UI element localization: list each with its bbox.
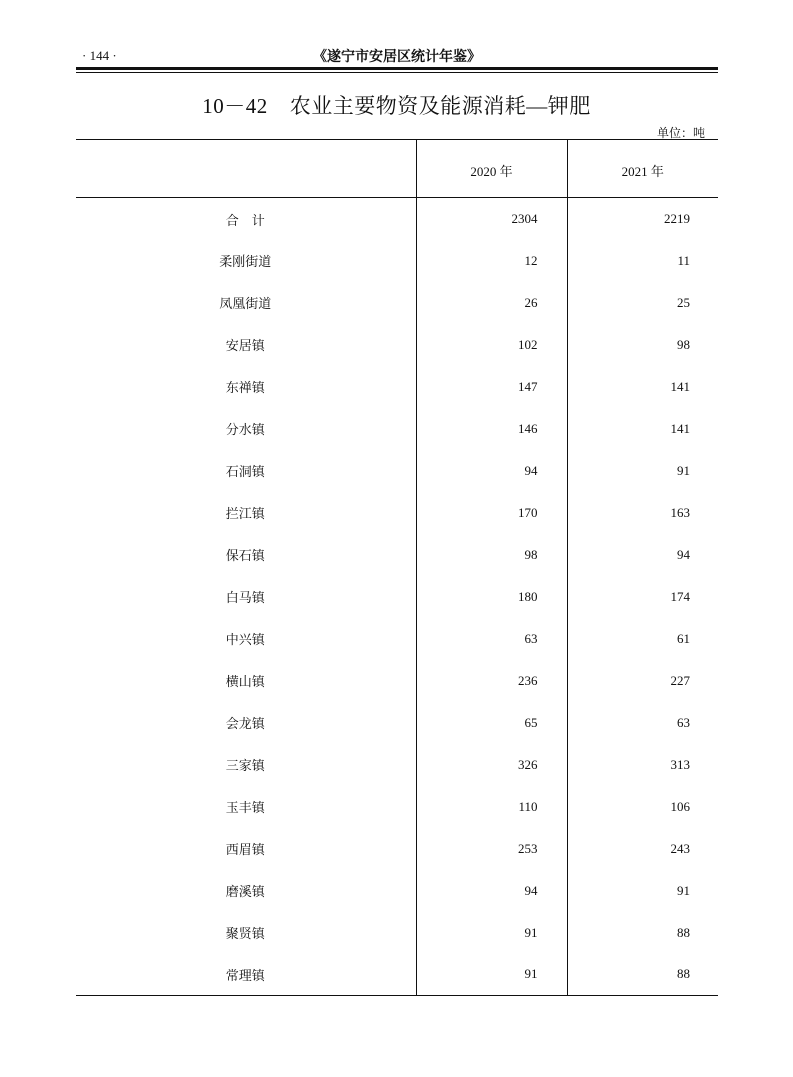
value-2021: 313 xyxy=(567,744,718,786)
value-2021: 98 xyxy=(567,324,718,366)
unit-label: 单位：吨 xyxy=(656,126,705,140)
value-2020: 236 xyxy=(416,660,567,702)
page-number: · 144 · xyxy=(82,48,117,63)
column-header-region xyxy=(76,140,416,198)
table-row xyxy=(76,282,718,324)
value-2021: 2219 xyxy=(567,198,718,240)
value-2021: 243 xyxy=(567,828,718,870)
row-name: 会龙镇 xyxy=(225,716,265,731)
value-2021: 88 xyxy=(567,954,718,996)
value-2020: 98 xyxy=(416,534,567,576)
row-name: 聚贤镇 xyxy=(225,926,265,941)
row-name: 横山镇 xyxy=(225,674,265,689)
value-2021: 227 xyxy=(567,660,718,702)
value-2021: 94 xyxy=(567,534,718,576)
table-row xyxy=(76,744,718,786)
table-header-row xyxy=(76,140,718,198)
value-2021: 11 xyxy=(567,240,718,282)
value-2020: 326 xyxy=(416,744,567,786)
row-name: 三家镇 xyxy=(225,758,265,773)
value-2020: 180 xyxy=(416,576,567,618)
row-name: 拦江镇 xyxy=(225,506,265,521)
header-rule-thick xyxy=(76,67,718,70)
row-name: 分水镇 xyxy=(225,422,265,437)
row-name: 安居镇 xyxy=(225,338,265,353)
value-2020: 94 xyxy=(416,870,567,912)
value-2020: 63 xyxy=(416,618,567,660)
row-name: 凤凰街道 xyxy=(219,296,272,311)
row-name: 合 计 xyxy=(225,212,265,228)
value-2021: 25 xyxy=(567,282,718,324)
header-rule-thin xyxy=(76,72,718,73)
value-2021: 63 xyxy=(567,702,718,744)
data-table-container xyxy=(76,139,718,996)
row-name: 柔刚街道 xyxy=(219,254,272,269)
table-row xyxy=(76,408,718,450)
value-2020: 147 xyxy=(416,366,567,408)
table-row xyxy=(76,954,718,996)
table-row xyxy=(76,324,718,366)
value-2021: 106 xyxy=(567,786,718,828)
running-header xyxy=(76,44,718,66)
value-2020: 170 xyxy=(416,492,567,534)
value-2020: 65 xyxy=(416,702,567,744)
table-row xyxy=(76,450,718,492)
table-row xyxy=(76,534,718,576)
table-row xyxy=(76,660,718,702)
value-2020: 26 xyxy=(416,282,567,324)
value-2020: 146 xyxy=(416,408,567,450)
row-name: 石洞镇 xyxy=(225,464,265,479)
column-header-2021: 2021 年 xyxy=(567,140,718,198)
table-row xyxy=(76,870,718,912)
table-row xyxy=(76,366,718,408)
value-2021: 91 xyxy=(567,870,718,912)
value-2021: 141 xyxy=(567,408,718,450)
row-name: 常理镇 xyxy=(76,954,416,996)
value-2021: 91 xyxy=(567,450,718,492)
table-row xyxy=(76,912,718,954)
value-2021: 141 xyxy=(567,366,718,408)
value-2021: 88 xyxy=(567,912,718,954)
row-name: 保石镇 xyxy=(225,548,265,563)
row-name: 东禅镇 xyxy=(225,380,265,395)
value-2020: 110 xyxy=(416,786,567,828)
table-title-text: 农业主要物资及能源消耗—钾肥 xyxy=(289,94,591,118)
row-name: 西眉镇 xyxy=(225,842,265,857)
table-row xyxy=(76,786,718,828)
table-row xyxy=(76,618,718,660)
value-2020: 102 xyxy=(416,324,567,366)
value-2020: 91 xyxy=(416,954,567,996)
table-number: 10－42 xyxy=(202,94,268,118)
value-2020: 253 xyxy=(416,828,567,870)
row-name: 玉丰镇 xyxy=(225,800,265,815)
row-name: 白马镇 xyxy=(225,590,265,605)
value-2021: 163 xyxy=(567,492,718,534)
data-table xyxy=(76,139,718,996)
table-row xyxy=(76,198,718,240)
value-2021: 174 xyxy=(567,576,718,618)
value-2020: 12 xyxy=(416,240,567,282)
table-body xyxy=(76,198,718,996)
value-2020: 94 xyxy=(416,450,567,492)
table-row xyxy=(76,702,718,744)
table-title xyxy=(0,90,793,120)
table-row xyxy=(76,576,718,618)
table-row xyxy=(76,240,718,282)
column-header-2020: 2020 年 xyxy=(416,140,567,198)
row-name: 中兴镇 xyxy=(225,632,265,647)
table-row xyxy=(76,828,718,870)
value-2020: 91 xyxy=(416,912,567,954)
row-name: 磨溪镇 xyxy=(225,884,265,899)
table-row xyxy=(76,492,718,534)
value-2020: 2304 xyxy=(416,198,567,240)
book-title: 《遂宁市安居区统计年鉴》 xyxy=(313,49,481,65)
value-2021: 61 xyxy=(567,618,718,660)
